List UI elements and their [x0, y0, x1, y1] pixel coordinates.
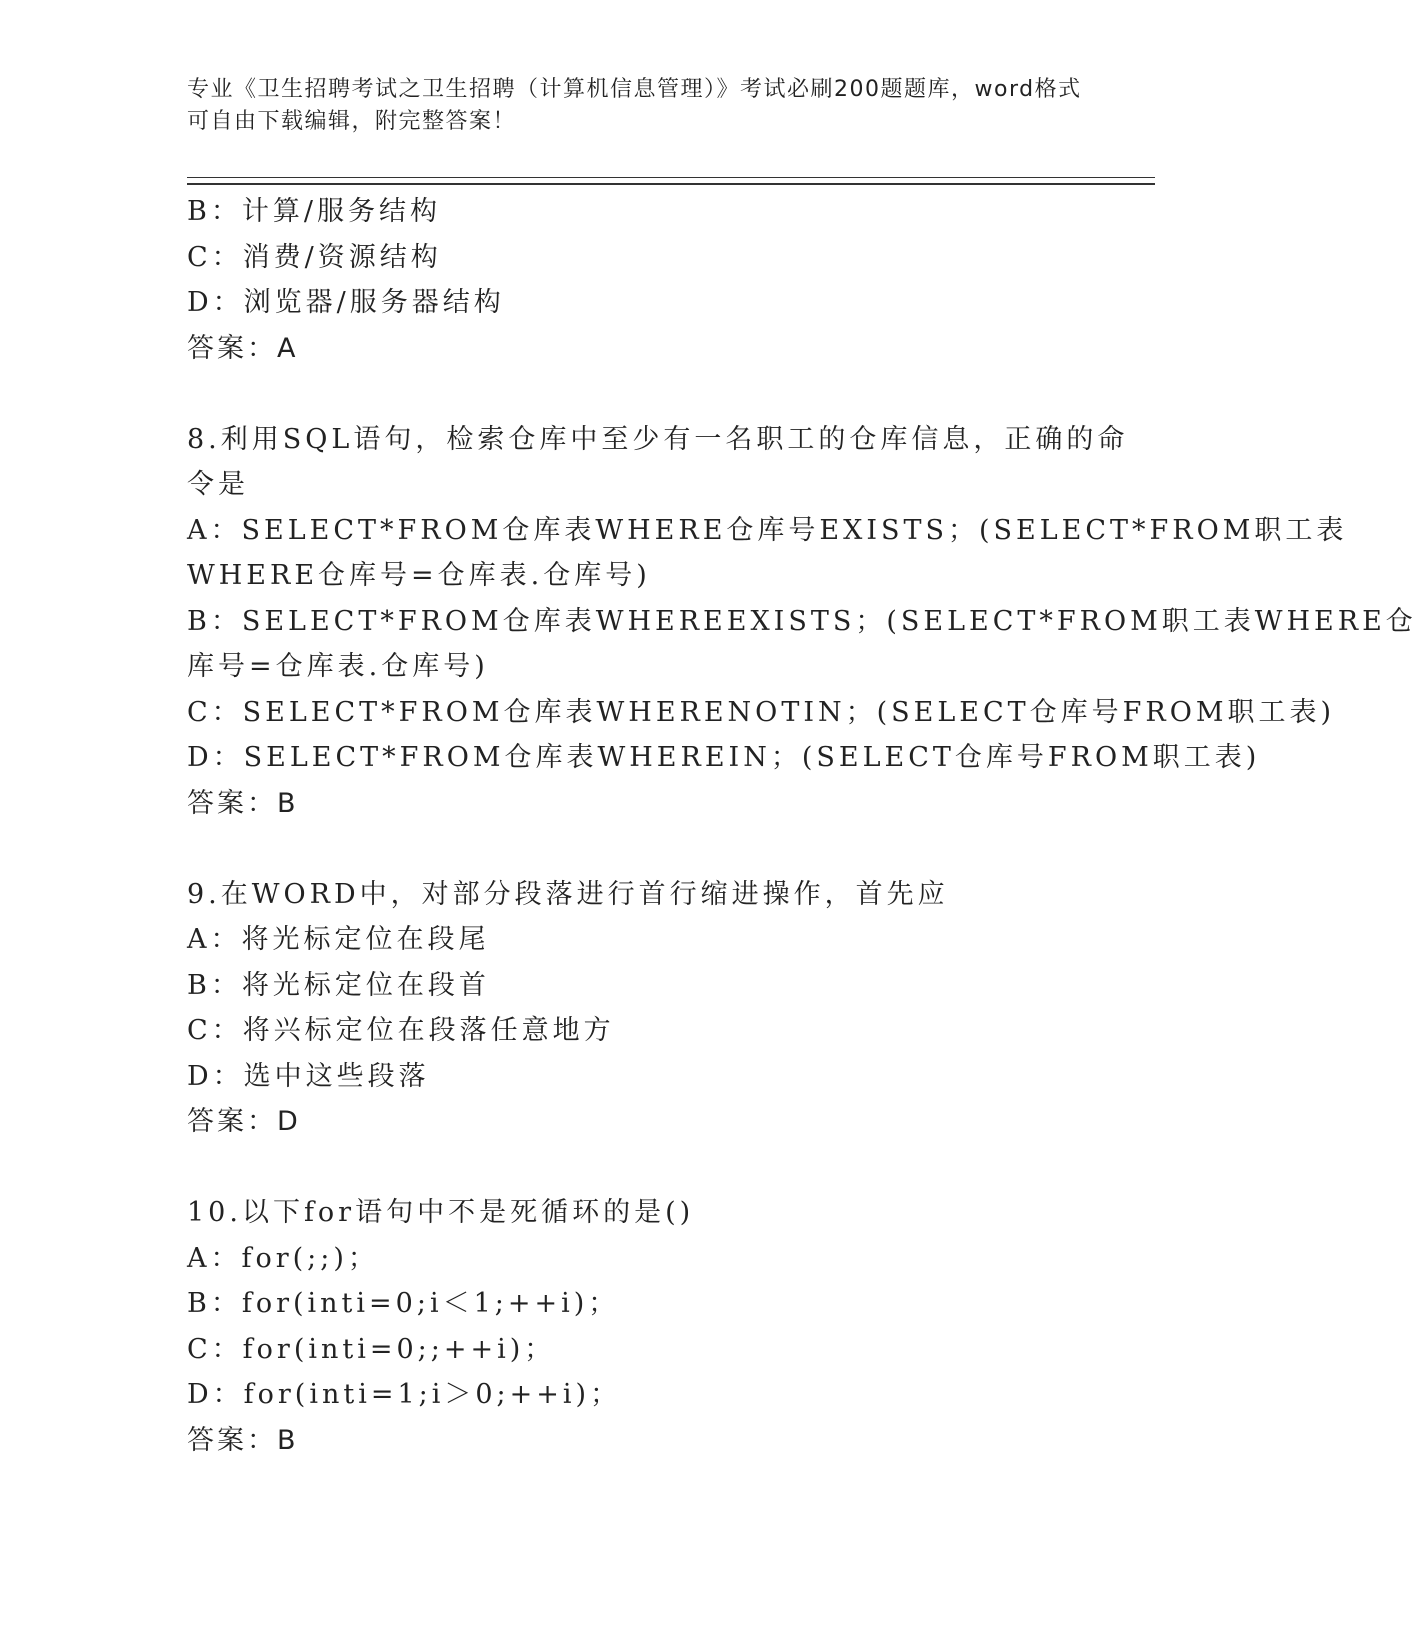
q7-option-b: B：计算/服务结构	[187, 196, 441, 227]
q10-option-c: C：for(inti=0;;++i)；	[187, 1333, 556, 1365]
q8-option-b-line-2: 库号=仓库表.仓库号)	[187, 651, 489, 682]
question-list	[187, 189, 1417, 1463]
spacer	[187, 371, 1087, 417]
spacer	[187, 826, 1087, 872]
q9-option-b: B：将光标定位在段首	[187, 969, 490, 1001]
question-10	[187, 1190, 1087, 1463]
q8-option-a-line-2: WHERE仓库号=仓库表.仓库号)	[187, 560, 651, 591]
q9-question: 9.在WORD中，对部分段落进行首行缩进操作，首先应	[187, 878, 949, 910]
q8-option-c: C：SELECT*FROM仓库表WHERENOTIN；(SELECT仓库号FROM职工表)	[187, 696, 1336, 728]
q7-option-d: D：浏览器/服务器结构	[187, 287, 505, 318]
q8-question-line-2: 令是	[187, 469, 249, 500]
q7-option-c: C：消费/资源结构	[187, 241, 442, 273]
q8-question-line-1: 8.利用SQL语句，检索仓库中至少有一名职工的仓库信息，正确的命	[187, 423, 1129, 455]
q10-option-a: A：for(;;)；	[187, 1242, 379, 1274]
header-divider	[187, 177, 1155, 185]
q10-option-d: D：for(inti=1;i＞0;++i)；	[187, 1379, 622, 1410]
question-7	[187, 189, 1087, 371]
q9-option-c: C：将兴标定位在段落任意地方	[187, 1015, 615, 1046]
q10-option-b: B：for(inti=0;i＜1;++i)；	[187, 1288, 620, 1319]
spacer	[187, 1145, 1087, 1191]
q8-option-b-line-1: B：SELECT*FROM仓库表WHEREEXISTS；(SELECT*FROM职工表WHERE仓	[187, 605, 1417, 637]
q9-option-a: A：将光标定位在段尾	[187, 924, 490, 955]
question-9	[187, 872, 1087, 1145]
q8-option-d: D：SELECT*FROM仓库表WHEREIN；(SELECT仓库号FROM职工表)	[187, 742, 1261, 773]
q9-option-d: D：选中这些段落	[187, 1060, 430, 1092]
q7-answer: 答案：A	[187, 332, 299, 364]
q10-question: 10.以下for语句中不是死循环的是()	[187, 1197, 695, 1228]
q10-answer: 答案：B	[187, 1424, 299, 1456]
q8-option-a-line-1: A：SELECT*FROM仓库表WHERE仓库号EXISTS；(SELECT*FROM职工表	[187, 514, 1348, 546]
question-8	[187, 417, 1417, 827]
q9-answer: 答案：D	[187, 1106, 301, 1137]
document-header: 专业《卫生招聘考试之卫生招聘（计算机信息管理）》考试必刷200题题库，word格式可自由下载编辑，附完整答案！	[187, 77, 1082, 134]
q8-answer: 答案：B	[187, 787, 299, 819]
